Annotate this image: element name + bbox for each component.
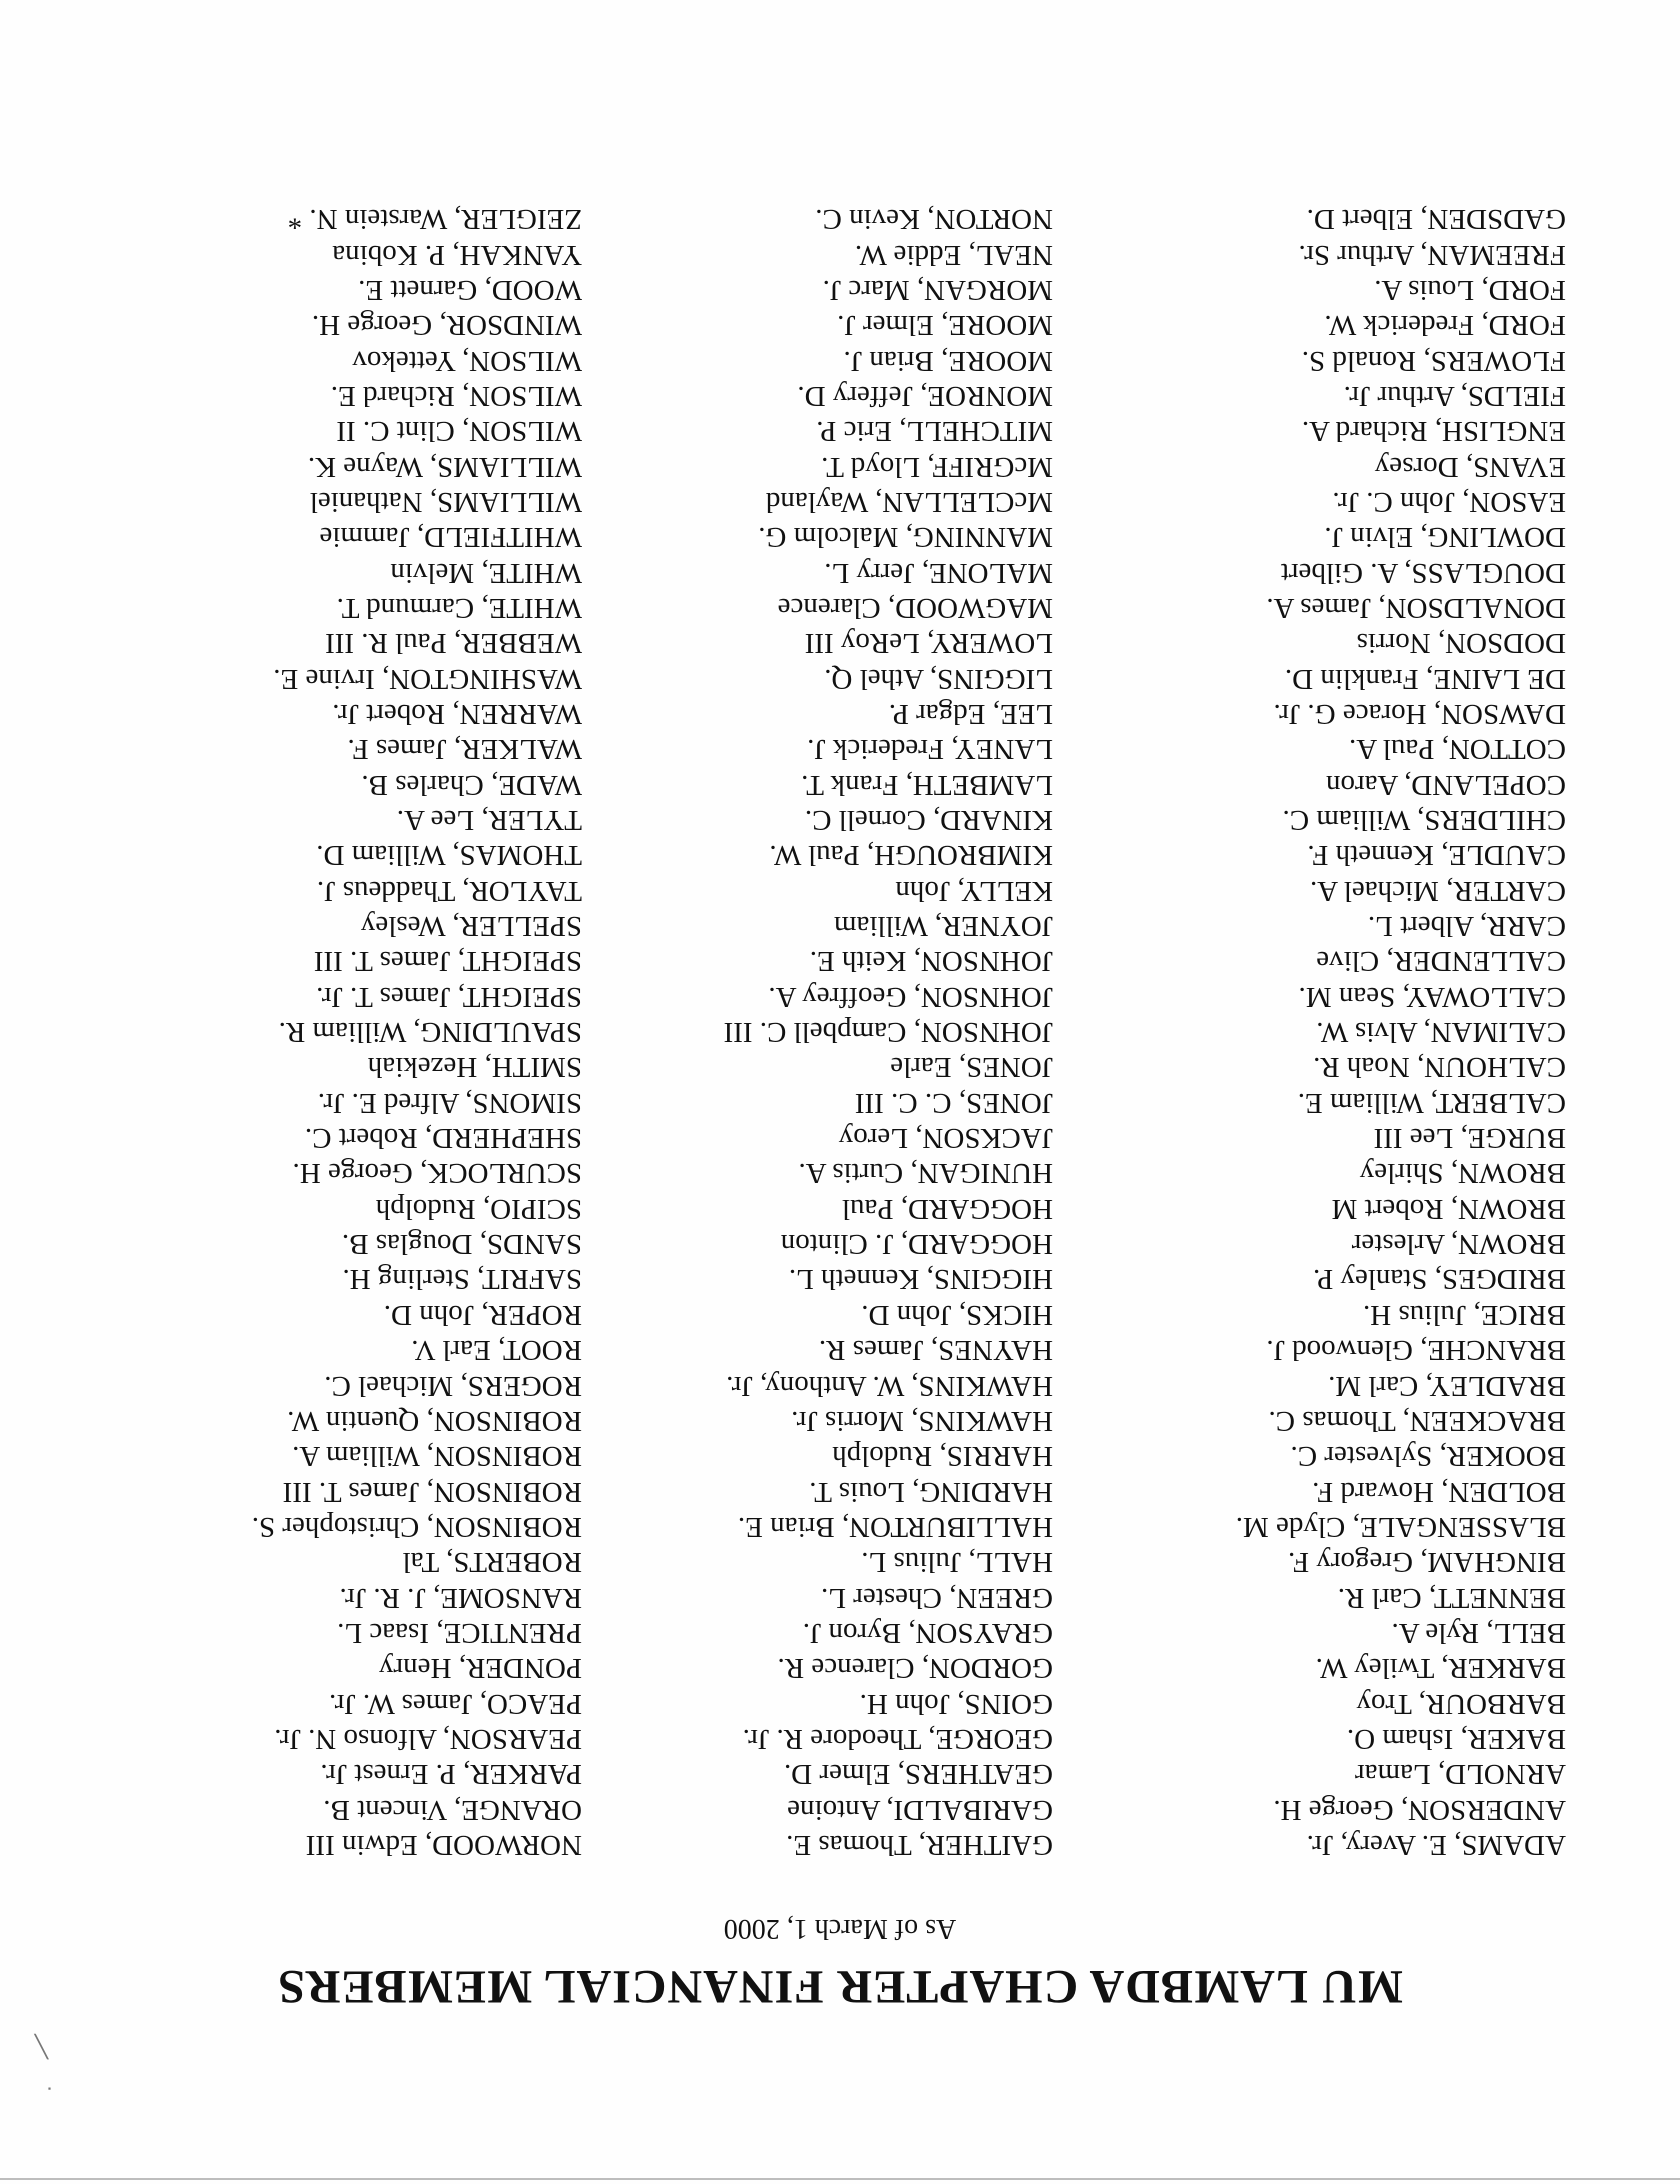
member-name: ROBINSON, William A. [292,1440,582,1473]
member-name: CARR, Albert L. [1367,910,1566,943]
member-name: GEATHERS, Elmer D. [783,1758,1053,1791]
member-name: GEORGE, Theodore R. Jr. [742,1722,1053,1755]
member-name: CALLOWAY, Sean M. [1298,980,1566,1013]
member-name: FORD, Frederick W. [1324,309,1566,342]
member-name: JOHNSON, Campbell C. III [723,1016,1053,1049]
member-name: DOUGLASS, A. Gilbert [1280,556,1566,589]
member-name: SCIPIO, Rudolph [375,1192,582,1225]
member-name: ROBERTS, Tal [402,1546,582,1579]
member-name: ROPER, John D. [383,1298,582,1331]
member-name: BELL, Ryle A. [1391,1616,1566,1649]
member-name: ROGERS, Michael C. [324,1369,582,1402]
member-name: ADAMS, E. Avery, Jr. [1306,1829,1566,1861]
member-name: JACKSON, Leroy [838,1122,1053,1155]
member-name: KIMBROUGH, Paul W. [769,839,1053,872]
member-name: MOORE, Elmer J. [837,309,1053,342]
member-name: GOINS, John H. [859,1687,1053,1720]
member-name: CALBERT, William E. [1297,1086,1566,1119]
member-name: BRADLEY, Carl M. [1328,1369,1566,1402]
member-name: WHITE, Melvin [390,556,582,589]
member-name: LANEY, Frederick J. [807,733,1053,766]
member-name: HALLIBURTON, Brian E. [737,1510,1053,1543]
member-name: JONES, Earle [890,1051,1053,1084]
member-name: WILSON, Yettekov [352,344,582,377]
member-name: GARIBALDI, Antoine [787,1793,1053,1826]
document-subtitle: As of March 1, 2000 [723,1913,957,1944]
member-name: HARDING, Louis T. [809,1475,1053,1508]
member-name: SIMONS, Alfred E. Jr. [317,1086,582,1119]
member-name: MOORE, Brian J. [843,344,1053,377]
member-name: WOOD, Garnett E. [358,273,582,306]
member-name: SPEIGHT, James T. III [313,945,582,978]
member-name: MANNING, Malcolm G. [758,521,1053,554]
member-name: HALL, Julius L. [861,1546,1053,1579]
member-name: JONES, C. C. III [854,1086,1053,1119]
member-name: LEE, Edgar P. [888,698,1053,730]
member-name: BOOKER, Sylvester C. [1290,1440,1566,1473]
member-name: SPEIGHT, James T. Jr. [316,980,582,1013]
member-name: SPAULDING, William R. [278,1016,582,1049]
member-name: BARKER, Twiley W. [1315,1652,1566,1685]
member-column-3 [252,201,582,1862]
member-name: EASON, John C. Jr. [1332,485,1566,518]
member-name: ROBINSON, Quentin W. [287,1404,582,1437]
member-name: WINDSOR, George H. [311,309,582,342]
member-name: NORWOOD, Edwin III [305,1829,582,1861]
member-name: GRAYSON, Byron J. [802,1616,1053,1649]
document-title: MU LAMBDA CHAPTER FINANCIAL MEMBERS [277,1960,1403,2013]
member-name: CALLENDER, Clive [1316,945,1566,978]
member-column-1 [1236,201,1566,1862]
member-name: DOWLING, Elvin J. [1324,521,1566,554]
member-name: WEBBER, Paul R. III [325,627,582,660]
member-name: HOGGARD, Paul [841,1192,1053,1225]
member-name: KELLY, John [895,874,1053,907]
member-name: WILSON, Richard E. [330,379,582,412]
member-name: WILSON, Clint C. II [336,415,582,448]
member-name: EVANS, Dorsey [1374,450,1566,483]
member-name: MONROE, Jeffery D. [797,379,1053,412]
member-name: ROOT, Earl V. [411,1334,582,1367]
member-name: CAUDLE, Kenneth F. [1307,839,1566,872]
member-name: FREEMAN, Arthur Sr. [1298,238,1566,271]
member-name: ORANGE, Vincent B. [323,1793,582,1826]
member-name: ROBINSON, James T. III [282,1475,582,1508]
member-name: HAWKINS, W. Anthony, Jr. [726,1369,1053,1402]
member-name: ANDERSON, George H. [1273,1793,1566,1826]
member-name: TAYLOR, Thaddeus J. [316,874,582,907]
member-name: MALONE, Jerry L. [824,556,1053,589]
member-name: MITCHELL, Eric P. [816,415,1053,448]
member-name: HARRIS, Rudolph [832,1440,1053,1473]
member-name: DAWSON, Horace G. Jr. [1273,698,1566,730]
member-name: BRIDGES, Stanley P. [1313,1263,1566,1296]
member-name: BROWN, Arlester [1351,1228,1566,1261]
member-name: CALIMAN, Alvis W. [1316,1016,1566,1049]
member-name: HUNIGAN, Curtis A. [798,1157,1053,1190]
member-name: ENGLISH, Richard A. [1301,415,1566,448]
member-name: HIGGINS, Kenneth L. [788,1263,1053,1296]
member-name: WALKER, James F. [347,733,582,766]
member-name: PEARSON, Alfonso N. Jr. [274,1722,582,1755]
member-name: BRACKEEN, Thomas C. [1268,1404,1566,1437]
member-name: SCURLOCK, George H. [292,1157,582,1190]
member-name: CARTER, Michael A. [1309,874,1566,907]
member-name: McGRIFF, Lloyd T. [821,450,1053,483]
member-name: MORGAN, Marc J. [822,273,1053,306]
scan-stroke-mark: ╲ [34,2033,48,2058]
member-name: FLOWERS, Ronald S. [1301,344,1566,377]
member-name: JOHNSON, Geoffrey A. [768,980,1053,1013]
member-name: LIGGINS, Athel Q. [824,662,1053,695]
member-name: ARNOLD, Lamar [1354,1758,1566,1791]
member-name: ZEIGLER, Warstein N. * [287,203,582,236]
member-name: BAKER, Isham O. [1346,1722,1566,1755]
member-name: SPELLER, Wesley [360,910,582,943]
member-name: SMITH, Hezekiah [367,1051,582,1084]
member-name: GREEN, Chester L. [821,1581,1053,1614]
member-name: JOYNER, William [833,910,1053,943]
member-name: BOLDEN, Howard F. [1312,1475,1566,1508]
member-name: BLASSENGALE, Clyde M. [1235,1510,1566,1543]
member-name: SAFRIT, Sterling H. [342,1263,582,1296]
member-name: HICKS, John D. [861,1298,1053,1331]
member-name: CHILDERS, William C. [1282,804,1566,837]
member-name: PONDER, Henry [379,1652,582,1685]
member-name: SHEPHERD, Robert C. [304,1122,582,1155]
member-name: PRENTICE, Isaac L. [337,1616,582,1649]
member-name: WHITFIELD, Jammie [319,521,582,554]
member-name: THOMAS, William D. [316,839,582,872]
member-name: SANDS, Douglas B. [341,1228,582,1261]
member-name: RANSOME, J. R. Jr. [339,1581,582,1614]
member-name: BRICE, Julius H. [1362,1298,1566,1331]
member-name: WILLIAMS, Nathaniel [309,485,582,518]
member-name: CALHOUN, Noah R. [1313,1051,1566,1084]
member-name: ROBINSON, Christopher S. [251,1510,582,1543]
member-name: WILLIAMS, Wayne K. [307,450,582,483]
member-name: COTTON, Paul A. [1349,733,1566,766]
member-name: LOWERY, LeRoy III [804,627,1053,660]
member-name: MAGWOOD, Clarence [777,591,1053,624]
member-name: LAMBETH, Frank T. [801,768,1053,801]
member-name: GAITHER, Thomas E. [786,1829,1053,1861]
member-name: WARREN, Robert Jr. [332,698,582,730]
member-name: BROWN, Shirley [1359,1157,1566,1190]
member-name: YANKAH, P. Kobina [332,238,582,271]
member-name: BRANCHE, Glenwood J. [1266,1334,1566,1367]
scan-edge-line [0,2178,1680,2180]
member-name: COPELAND, Aaron [1325,768,1566,801]
scan-speck-mark: ˙ [44,2067,55,2092]
member-name: PARKER, P. Ernest Jr. [320,1758,582,1791]
member-name: NORTON, Kevin C. [815,203,1053,236]
member-name: DE LAINE, Franklin D. [1284,662,1566,695]
member-name: FORD, Louis A. [1374,273,1566,306]
member-name: DONALDSON, James A. [1266,591,1566,624]
member-name: TYLER, Lee A. [396,804,582,837]
member-name: BENNETT, Carl R. [1337,1581,1566,1614]
member-name: WADE, Charles B. [361,768,582,801]
member-name: BROWN, Robert M [1331,1192,1566,1225]
member-name: KINARD, Cornell C. [804,804,1053,837]
member-name: McCLELLAN, Wayland [765,485,1053,518]
member-name: PEACO, James W. Jr. [329,1687,582,1720]
member-name: WHITE, Carmund T. [336,591,582,624]
member-name: FIELDS, Arthur Jr. [1343,379,1566,412]
member-name: BURGE, Lee III [1373,1122,1566,1155]
member-name: BINGHAM, Gregory F. [1288,1546,1566,1579]
member-name: HOGGARD, J. Clinton [780,1228,1053,1261]
member-name: HAYNES, James R. [818,1334,1053,1367]
member-column-2 [724,201,1053,1862]
member-name: JOHNSON, Keith E. [809,945,1053,978]
member-name: GORDON, Clarence R. [777,1652,1053,1685]
member-name: GADSDEN, Elbert D. [1306,203,1566,236]
member-name: DODSON, Norris [1356,627,1566,660]
member-name: HAWKINS, Morris Jr. [791,1404,1053,1437]
member-name: NEAL, Eddie W. [854,238,1053,271]
member-name: BARBOUR, Troy [1356,1687,1566,1720]
member-name: WASHINGTON, Irvine E. [273,662,582,695]
